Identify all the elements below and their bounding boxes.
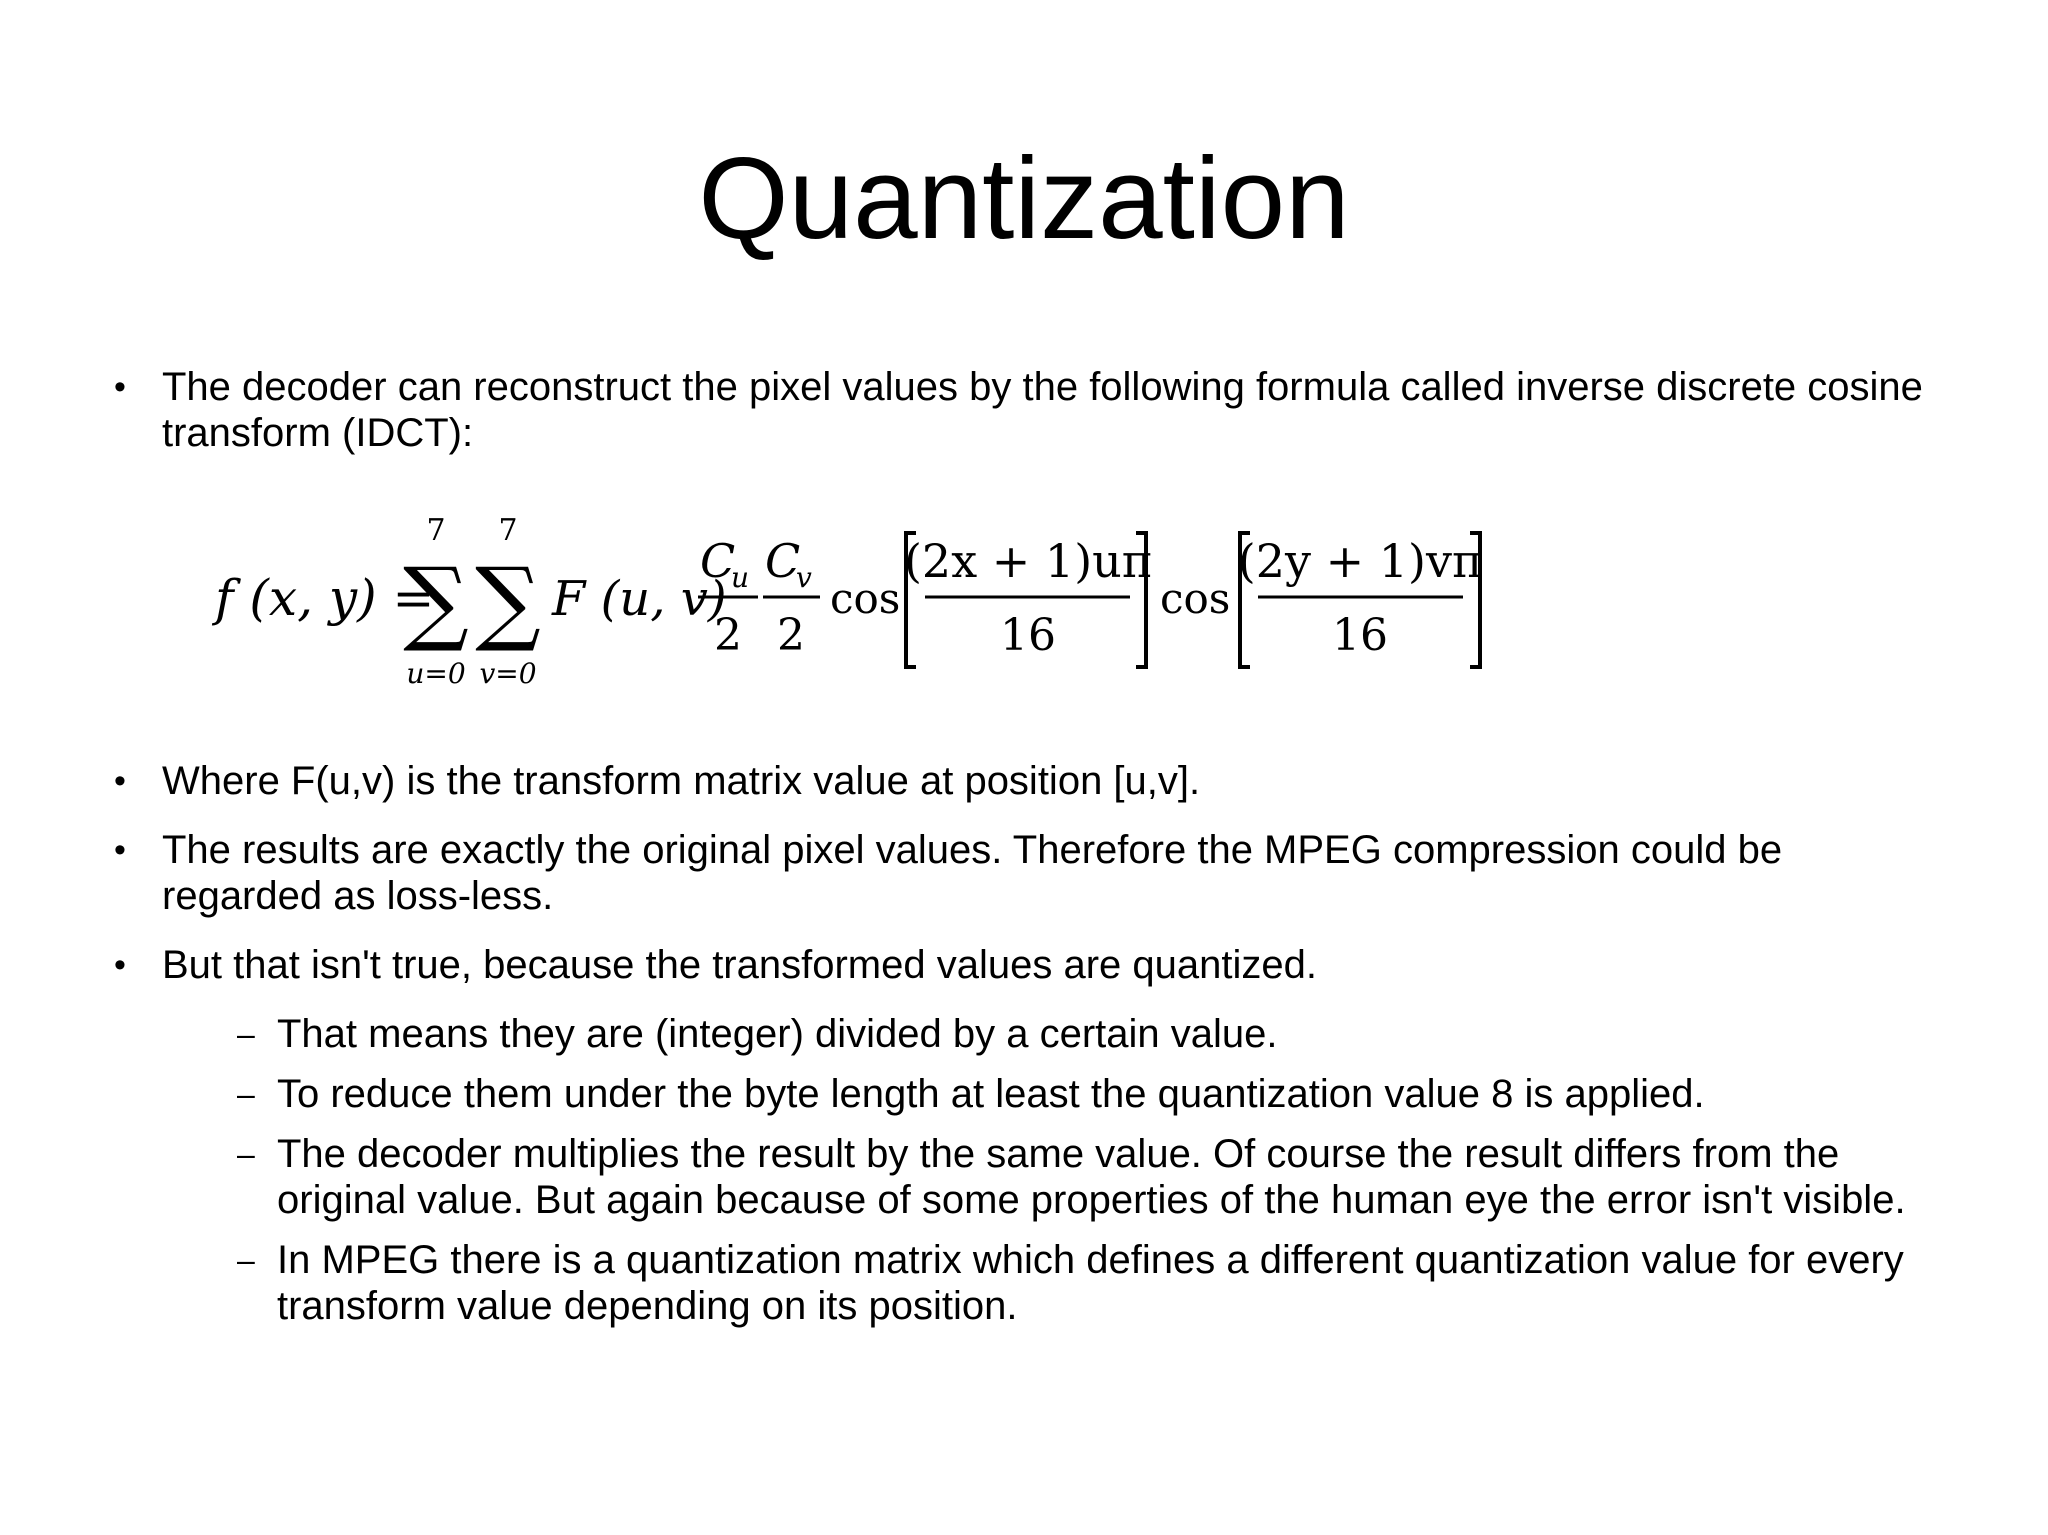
- formula-num-x: (2x + 1)uπ: [903, 534, 1153, 588]
- bullet-line: But that isn't true, because the transformed values are quantized.: [162, 943, 1317, 987]
- dash-icon: –: [237, 1016, 255, 1052]
- subbullet-line: transform value depending on its position.: [277, 1284, 1018, 1328]
- subbullet-line: original value. But again because of some properties of the human eye the error isn't visible.: [277, 1178, 1906, 1222]
- bullet-line: The decoder can reconstruct the pixel values by the following formula called inverse discrete cosine: [162, 365, 1923, 409]
- bullet-icon: •: [114, 368, 126, 406]
- slide-title: Quantization: [698, 133, 1350, 263]
- bullet-results-exact: [114, 827, 1962, 919]
- formula-F: F (u, v): [552, 571, 727, 627]
- sigma-v: ∑: [475, 548, 541, 655]
- bullet-quantized: [114, 942, 1962, 988]
- subbullet-decoder-multiplies: [237, 1131, 1977, 1223]
- subbullet-line: To reduce them under the byte length at least the quantization value 8 is applied.: [277, 1072, 1705, 1116]
- subbullet-quantization-matrix: [237, 1237, 1977, 1329]
- bullet-icon: •: [114, 946, 126, 984]
- bullet-line: The results are exactly the original pixel values. Therefore the MPEG compression could be: [162, 828, 1783, 872]
- formula-Cu-sub: u: [731, 561, 750, 594]
- formula-Cu: C: [700, 534, 736, 588]
- subbullet-byte-length: [237, 1071, 1977, 1117]
- formula-den-y: 16: [1332, 610, 1388, 661]
- dash-icon: –: [237, 1076, 255, 1112]
- bullet-icon: •: [114, 831, 126, 869]
- dash-icon: –: [237, 1242, 255, 1278]
- bullet-line: Where F(u,v) is the transform matrix value at position [u,v].: [162, 759, 1201, 803]
- idct-formula: [210, 505, 1510, 695]
- bullet-where-F: [114, 758, 1962, 804]
- dash-icon: –: [237, 1136, 255, 1172]
- formula-Cv-sub: v: [796, 561, 812, 594]
- formula-cos-y: cos: [1160, 574, 1231, 623]
- sum-lower-v: v=0: [479, 657, 537, 690]
- formula-num-y: (2y + 1)vπ: [1237, 534, 1483, 588]
- subbullet-integer-divided: [237, 1011, 1977, 1057]
- subbullet-line: That means they are (integer) divided by a certain value.: [277, 1012, 1278, 1056]
- bullet-icon: •: [114, 762, 126, 800]
- sum-lower-u: u=0: [406, 657, 466, 690]
- formula-cos-x: cos: [830, 574, 901, 623]
- sum-upper-u: 7: [426, 513, 446, 548]
- formula-Cv-den: 2: [777, 610, 805, 661]
- subbullet-line: The decoder multiplies the result by the same value. Of course the result differs from the: [277, 1132, 1840, 1176]
- sigma-u: ∑: [403, 548, 469, 655]
- formula-den-x: 16: [1000, 610, 1056, 661]
- subbullet-line: In MPEG there is a quantization matrix which defines a different quantization value for every: [277, 1238, 1904, 1282]
- formula-Cv: C: [765, 534, 801, 588]
- bullet-line: transform (IDCT):: [162, 411, 474, 455]
- bullet-idct-intro: [114, 364, 1962, 456]
- formula-lhs: f (x, y) =: [215, 569, 435, 627]
- sum-upper-v: 7: [498, 513, 518, 548]
- bullet-line: regarded as loss-less.: [162, 874, 554, 918]
- formula-Cu-den: 2: [714, 610, 742, 661]
